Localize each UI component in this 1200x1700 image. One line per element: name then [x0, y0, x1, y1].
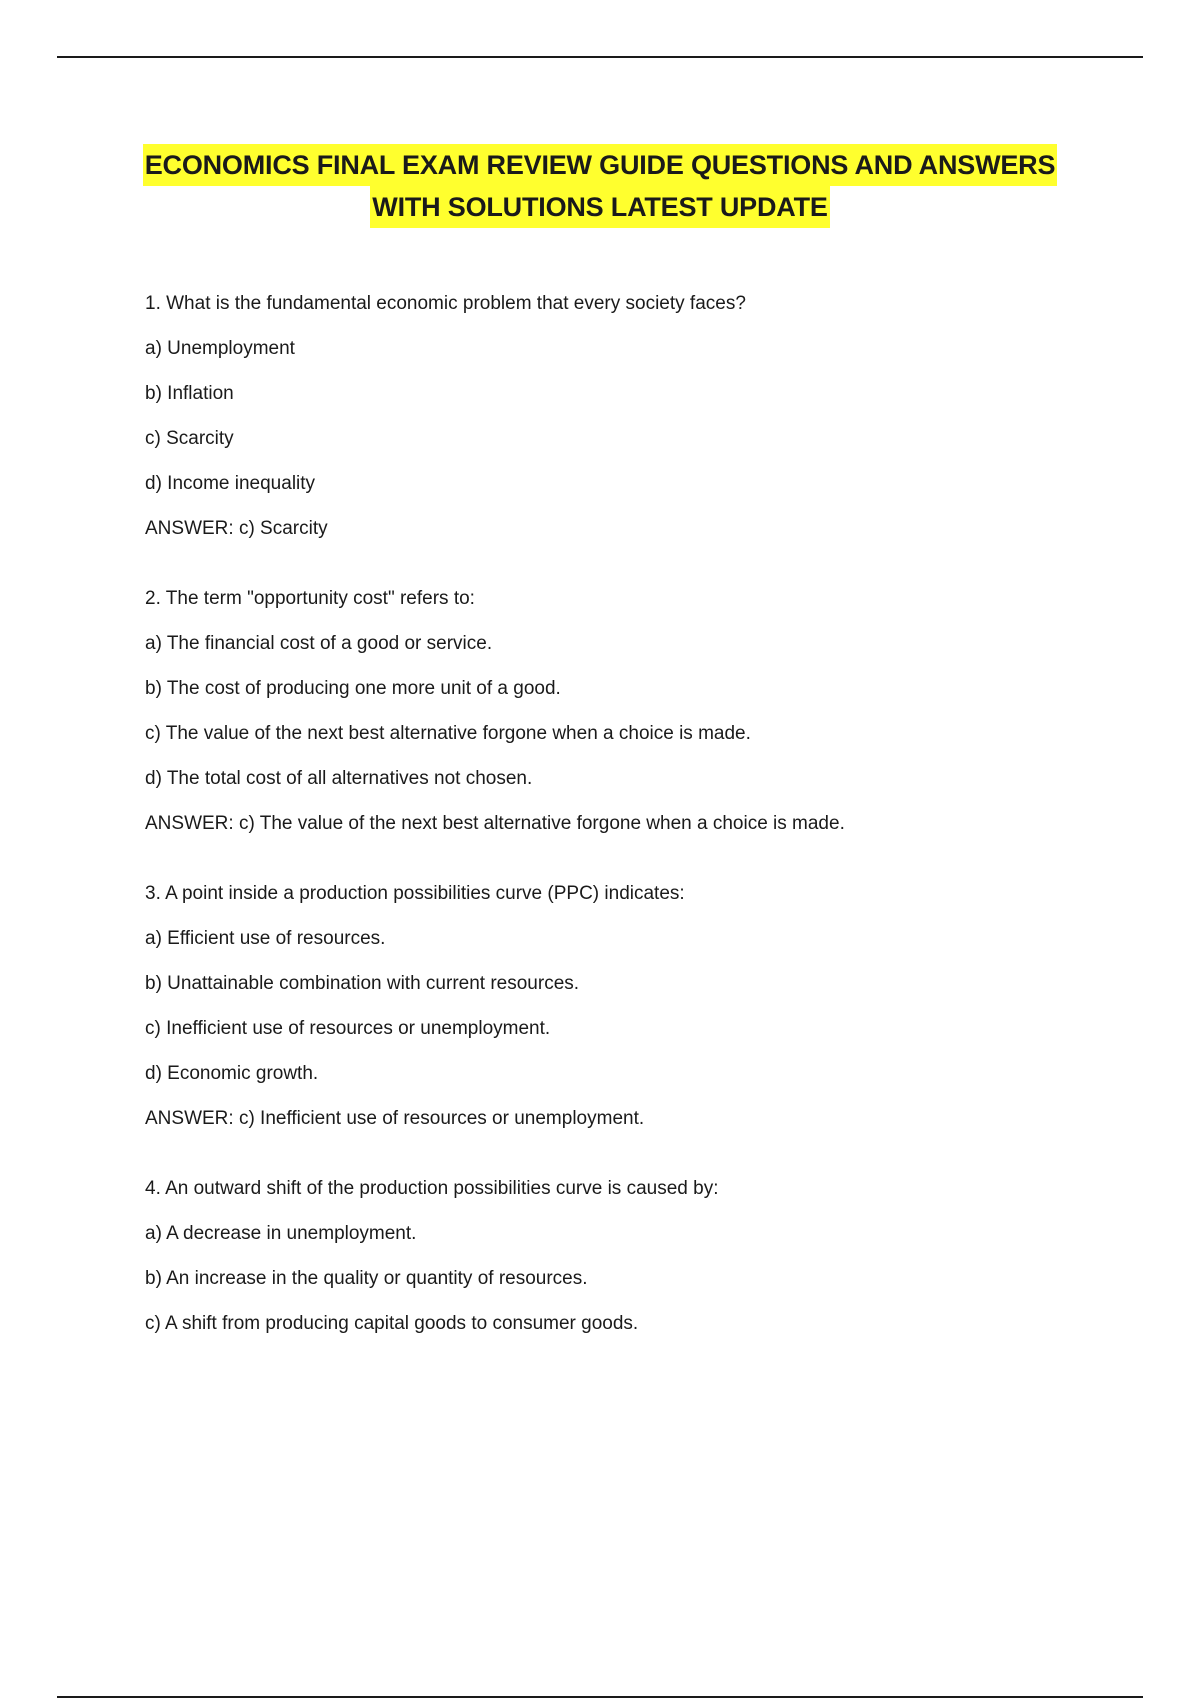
option-b: b) Inflation: [145, 383, 234, 404]
question-block-2: [145, 587, 1125, 836]
question-list: [145, 292, 1125, 1382]
question-text: 3. A point inside a production possibilities curve (PPC) indicates:: [145, 883, 685, 904]
answer-text: ANSWER: c) The value of the next best alternative forgone when a choice is made.: [145, 813, 845, 834]
option-a: a) Efficient use of resources.: [145, 928, 386, 949]
option-c: c) The value of the next best alternative forgone when a choice is made.: [145, 723, 751, 744]
option-b: b) An increase in the quality or quantity of resources.: [145, 1268, 588, 1289]
question-text: 2. The term "opportunity cost" refers to:: [145, 588, 475, 609]
option-c: c) A shift from producing capital goods to consumer goods.: [145, 1313, 639, 1334]
option-d: d) Economic growth.: [145, 1063, 319, 1084]
question-text: 1. What is the fundamental economic problem that every society faces?: [145, 293, 746, 314]
question-text: 4. An outward shift of the production possibilities curve is caused by:: [145, 1178, 719, 1199]
question-block-1: [145, 292, 1125, 541]
answer-text: ANSWER: c) Inefficient use of resources or unemployment.: [145, 1108, 645, 1129]
title-line-1: ECONOMICS FINAL EXAM REVIEW GUIDE QUESTIONS AND ANSWERS: [143, 144, 1058, 186]
question-block-3: [145, 882, 1125, 1131]
answer-text: ANSWER: c) Scarcity: [145, 518, 328, 539]
question-block-4: [145, 1177, 1125, 1336]
bottom-divider: [57, 1696, 1143, 1698]
option-b: b) Unattainable combination with current resources.: [145, 973, 580, 994]
option-a: a) The financial cost of a good or service.: [145, 633, 493, 654]
option-c: c) Inefficient use of resources or unemployment.: [145, 1018, 551, 1039]
title-line-2: WITH SOLUTIONS LATEST UPDATE: [370, 186, 829, 228]
option-d: d) The total cost of all alternatives not chosen.: [145, 768, 533, 789]
document-title: [100, 144, 1100, 228]
option-b: b) The cost of producing one more unit of a good.: [145, 678, 561, 699]
option-d: d) Income inequality: [145, 473, 316, 494]
option-c: c) Scarcity: [145, 428, 234, 449]
top-divider: [57, 56, 1143, 58]
option-a: a) A decrease in unemployment.: [145, 1223, 417, 1244]
option-a: a) Unemployment: [145, 338, 295, 359]
